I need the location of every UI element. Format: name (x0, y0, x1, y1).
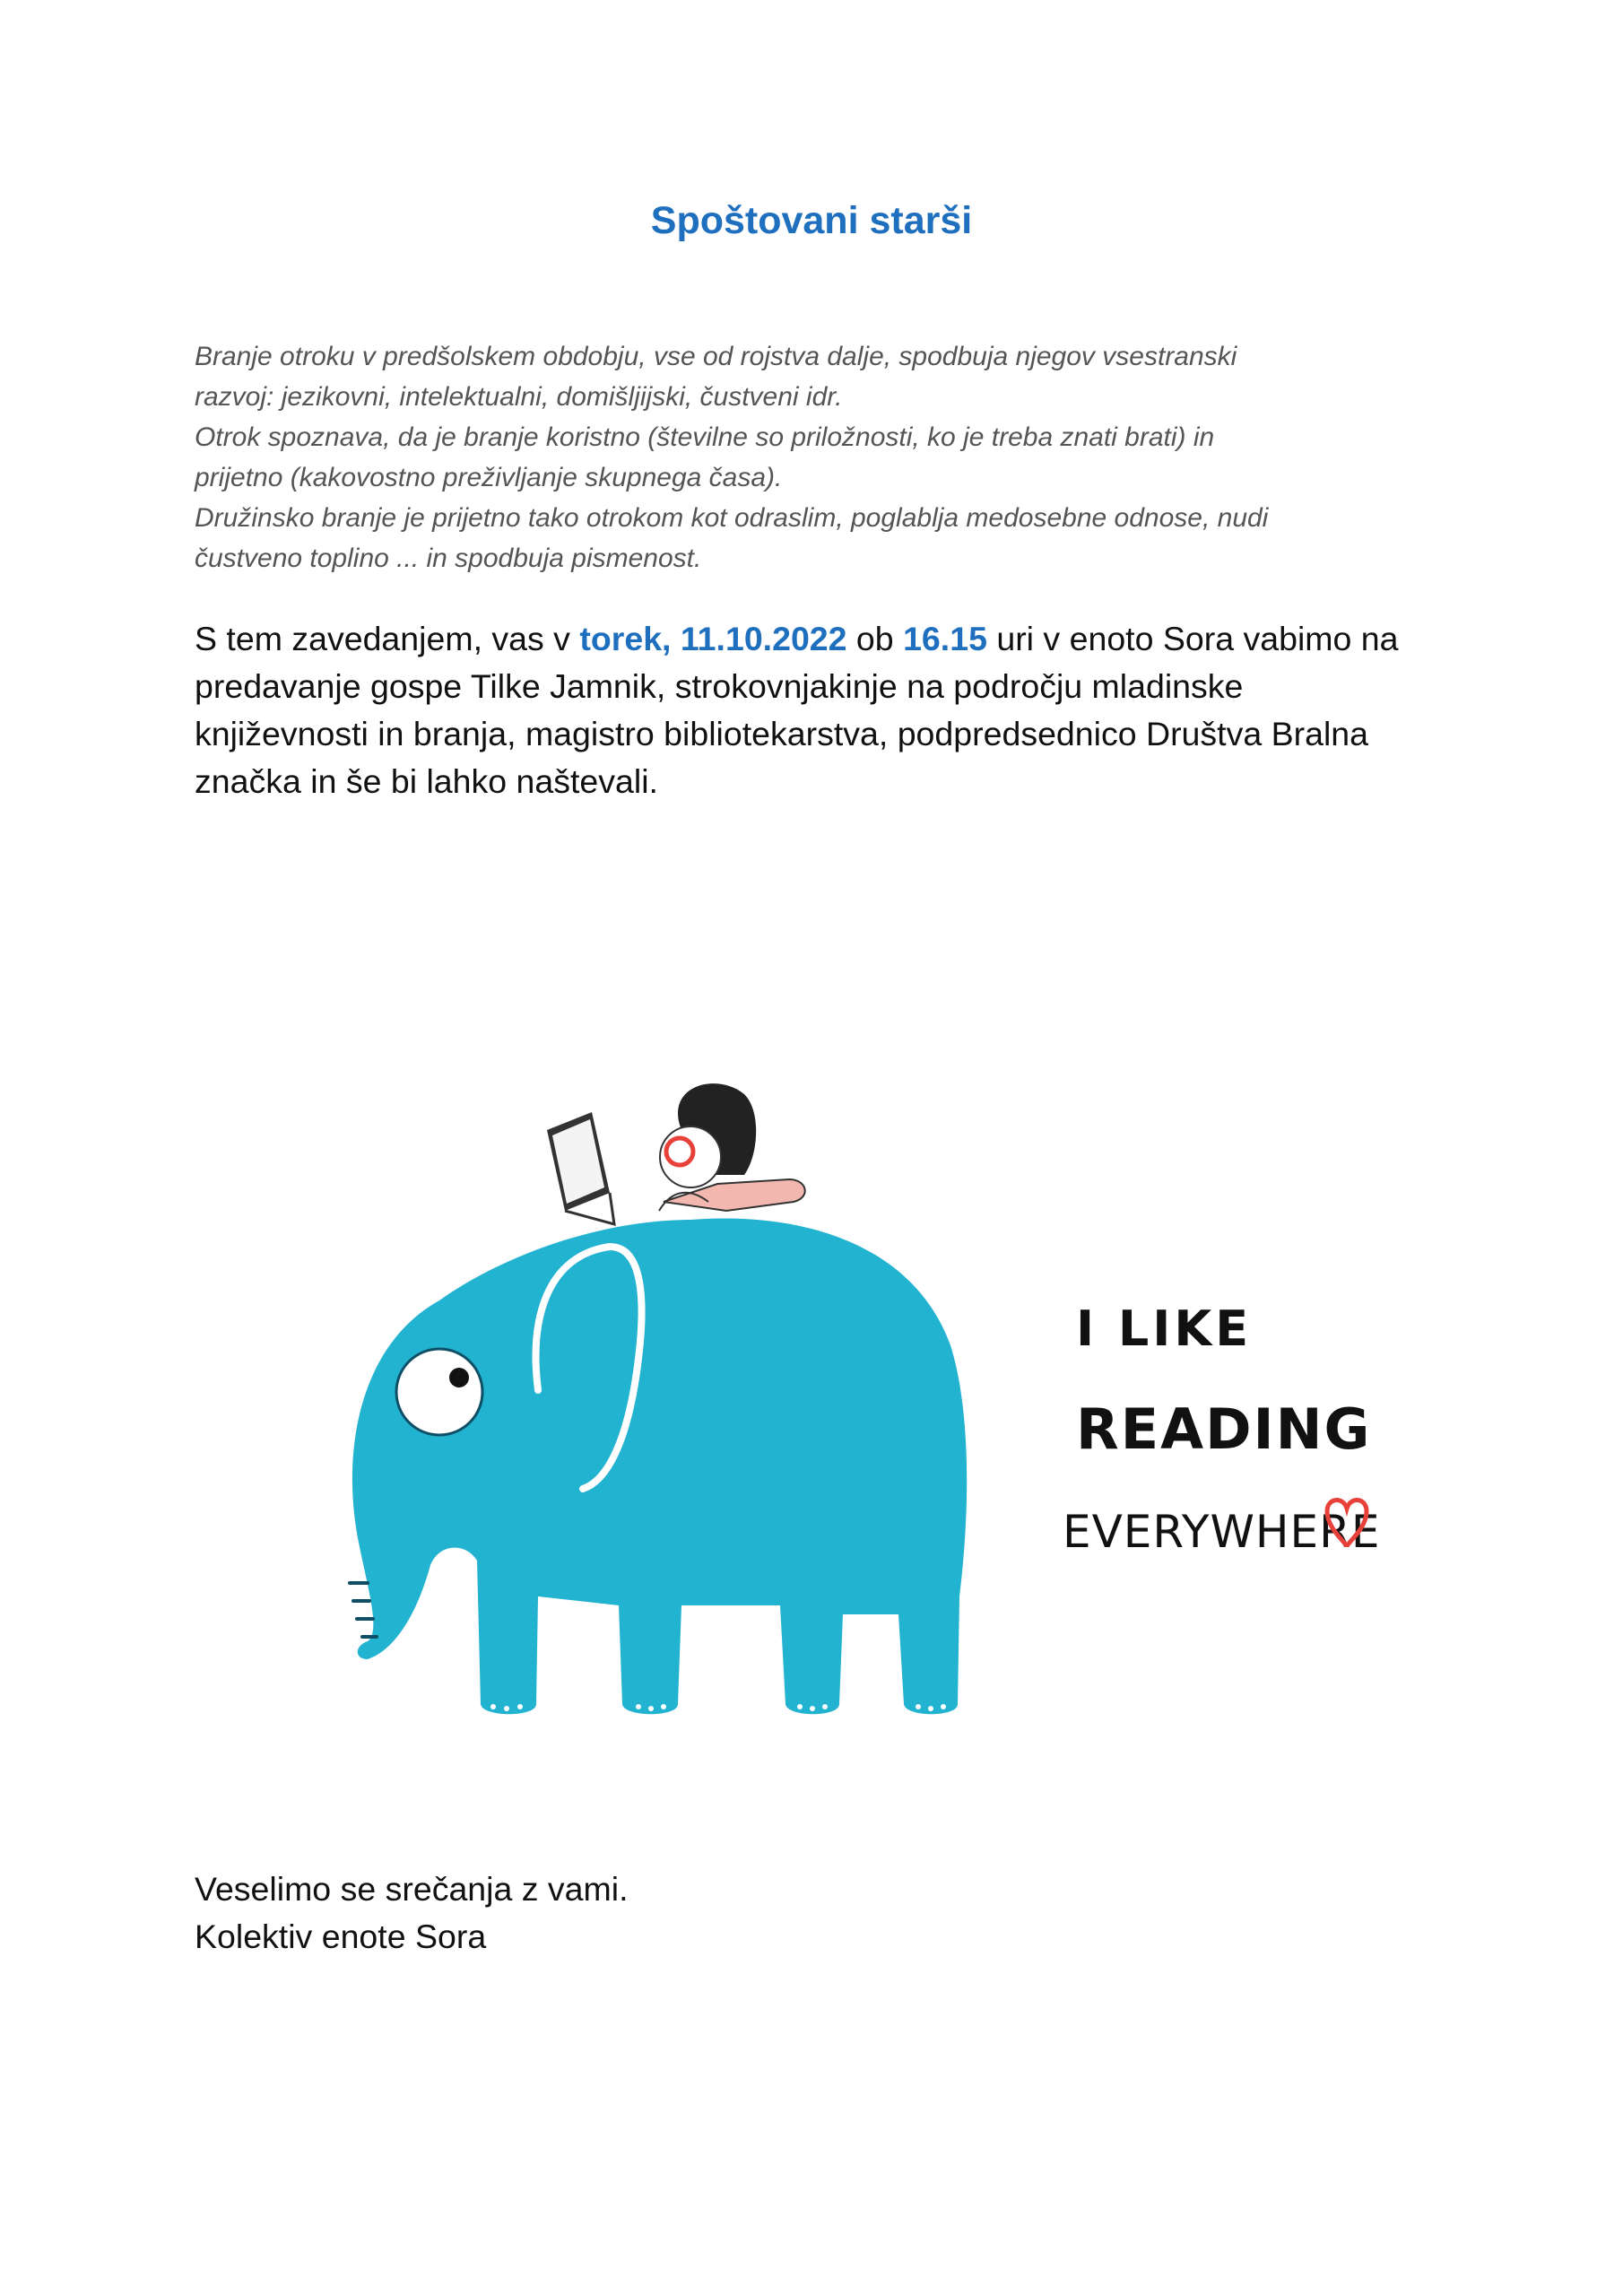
invitation-line: predavanje gospe Tilke Jamnik, strokovnjakinje na področju mladinske (195, 667, 1244, 705)
elephant-reading-illustration (305, 1076, 1381, 1758)
book-icon (547, 1112, 614, 1224)
intro-line: razvoj: jezikovni, intelektualni, domišljijski, čustveni idr. (195, 382, 843, 412)
intro-line: Branje otroku v predšolskem obdobju, vse od rojstva dalje, spodbuja njegov vsestranski (195, 342, 1237, 371)
elephant-eye (396, 1349, 482, 1435)
page-title: Spoštovani starši (650, 199, 973, 242)
elephant-pupil (449, 1368, 469, 1387)
invitation-text: ob (846, 620, 904, 657)
signature: Kolektiv enote Sora (195, 1918, 487, 1955)
elephant-body (352, 1219, 967, 1715)
toe-dots (490, 1704, 946, 1711)
slogan-line-3: EVERYWHERE (1063, 1506, 1381, 1558)
closing-line: Veselimo se srečanja z vami. (195, 1870, 629, 1908)
event-time: 16.15 (903, 620, 987, 657)
intro-line: Družinsko branje je prijetno tako otrokom kot odraslim, poglablja medosebne odnose, nudi (195, 503, 1269, 533)
invitation-paragraph (195, 615, 1468, 805)
invitation-text: S tem zavedanjem, vas v (195, 620, 580, 657)
intro-line: čustveno toplino ... in spodbuja pismenost. (195, 544, 702, 573)
invitation-line: književnosti in branja, magistro bibliotekarstva, podpredsednico Društva Bralna (195, 715, 1369, 752)
event-date: torek, 11.10.2022 (579, 620, 847, 657)
slogan-line-2: READING (1076, 1396, 1372, 1462)
intro-paragraph (195, 336, 1450, 578)
invitation-line (195, 615, 1468, 663)
girl-reading (659, 1083, 805, 1211)
invitation-text: uri v enoto Sora vabimo na (986, 620, 1399, 657)
intro-line: prijetno (kakovostno preživljanje skupnega časa). (195, 463, 783, 492)
slogan-line-1: I LIKE (1076, 1300, 1253, 1357)
intro-line: Otrok spoznava, da je branje koristno (številne so priložnosti, ko je treba znati brati) in (195, 422, 1215, 452)
closing (195, 1866, 629, 1961)
invitation-line: značka in še bi lahko naštevali. (195, 762, 658, 800)
i-like-reading-text (1063, 1300, 1380, 1558)
